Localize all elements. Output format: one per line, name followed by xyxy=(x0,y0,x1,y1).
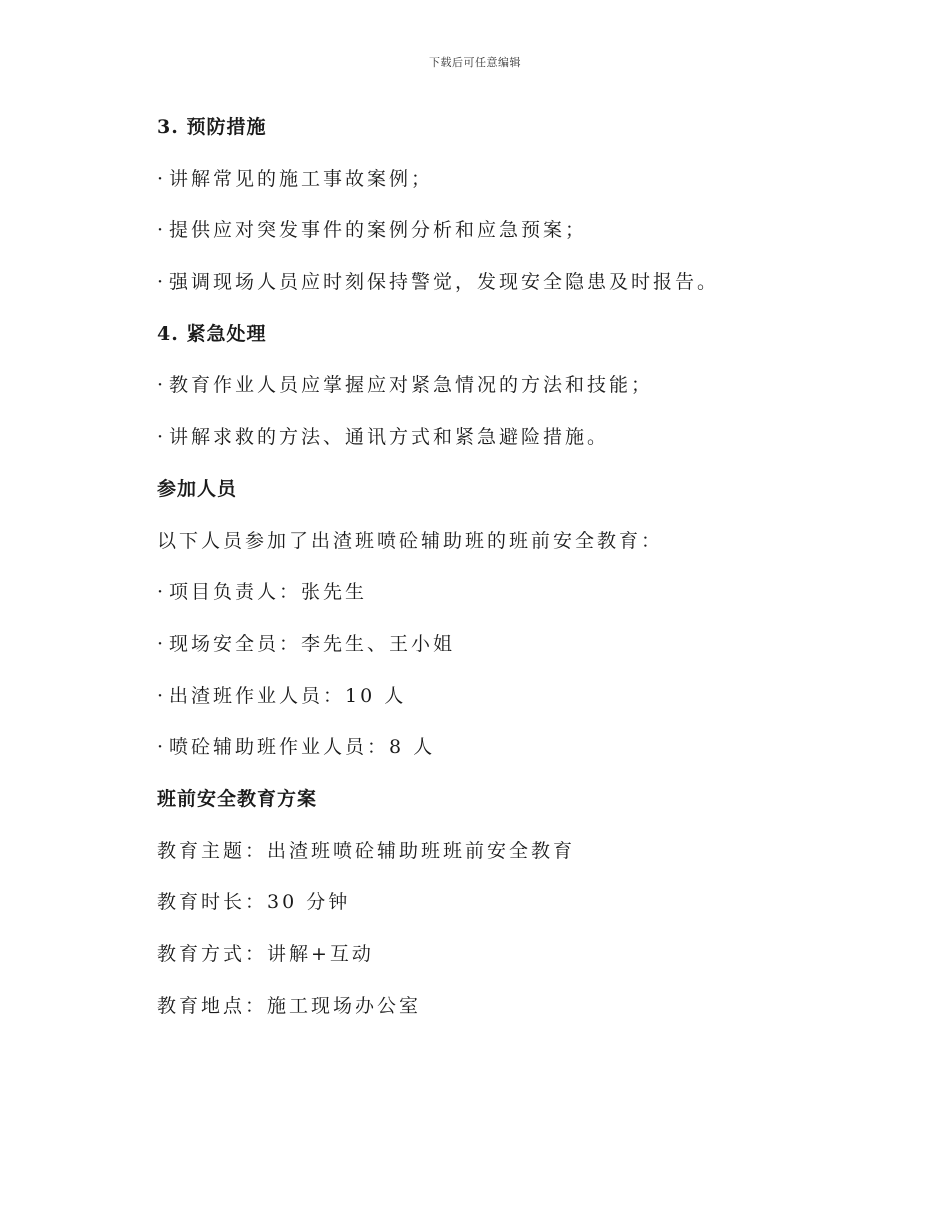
bullet-item xyxy=(157,418,877,470)
section-heading-prevention: 3. 预防措施 xyxy=(157,116,267,138)
bullet-text: 讲解求救的方法、通讯方式和紧急避险措施。 xyxy=(169,426,610,449)
bullet-text: 喷砼辅助班作业人员：8 人 xyxy=(169,736,436,759)
bullet-item xyxy=(157,728,877,780)
bullet-text: 强调现场人员应时刻保持警觉，发现安全隐患及时报告。 xyxy=(169,271,720,294)
paragraph: 教育时长：30 分钟 xyxy=(157,891,351,914)
section-heading-participants: 参加人员 xyxy=(157,477,238,500)
bullet-item xyxy=(157,625,877,677)
paragraph: 教育主题：出渣班喷砼辅助班班前安全教育 xyxy=(157,839,576,862)
paragraph: 教育方式：讲解+互动 xyxy=(157,943,374,965)
bullet-text: 出渣班作业人员：10 人 xyxy=(169,684,407,707)
bullet-glyph: · xyxy=(157,684,167,707)
bullet-item xyxy=(157,160,877,212)
bullet-text: 讲解常见的施工事故案例； xyxy=(169,167,434,190)
page-header: 下载后可任意编辑 xyxy=(429,56,521,69)
bullet-glyph: · xyxy=(157,736,167,759)
bullet-glyph: · xyxy=(157,271,167,294)
bullet-glyph: · xyxy=(157,632,167,655)
bullet-item xyxy=(157,677,877,729)
section-heading-plan: 班前安全教育方案 xyxy=(157,787,318,810)
paragraph: 教育地点：施工现场办公室 xyxy=(157,994,422,1017)
bullet-text: 提供应对突发事件的案例分析和应急预案； xyxy=(169,219,588,242)
bullet-glyph: · xyxy=(157,167,167,190)
document-body xyxy=(157,108,877,1038)
bullet-text: 现场安全员：李先生、王小姐 xyxy=(169,632,456,655)
bullet-glyph: · xyxy=(157,581,167,604)
bullet-item xyxy=(157,573,877,625)
bullet-glyph: · xyxy=(157,219,167,242)
bullet-text: 项目负责人：张先生 xyxy=(169,581,368,604)
bullet-text: 教育作业人员应掌握应对紧急情况的方法和技能； xyxy=(169,374,654,397)
section-heading-emergency: 4. 紧急处理 xyxy=(157,322,267,345)
bullet-glyph: · xyxy=(157,374,167,397)
bullet-item xyxy=(157,366,877,418)
bullet-glyph: · xyxy=(157,426,167,449)
bullet-item xyxy=(157,263,877,315)
paragraph: 以下人员参加了出渣班喷砼辅助班的班前安全教育： xyxy=(157,529,664,552)
bullet-item xyxy=(157,211,877,263)
